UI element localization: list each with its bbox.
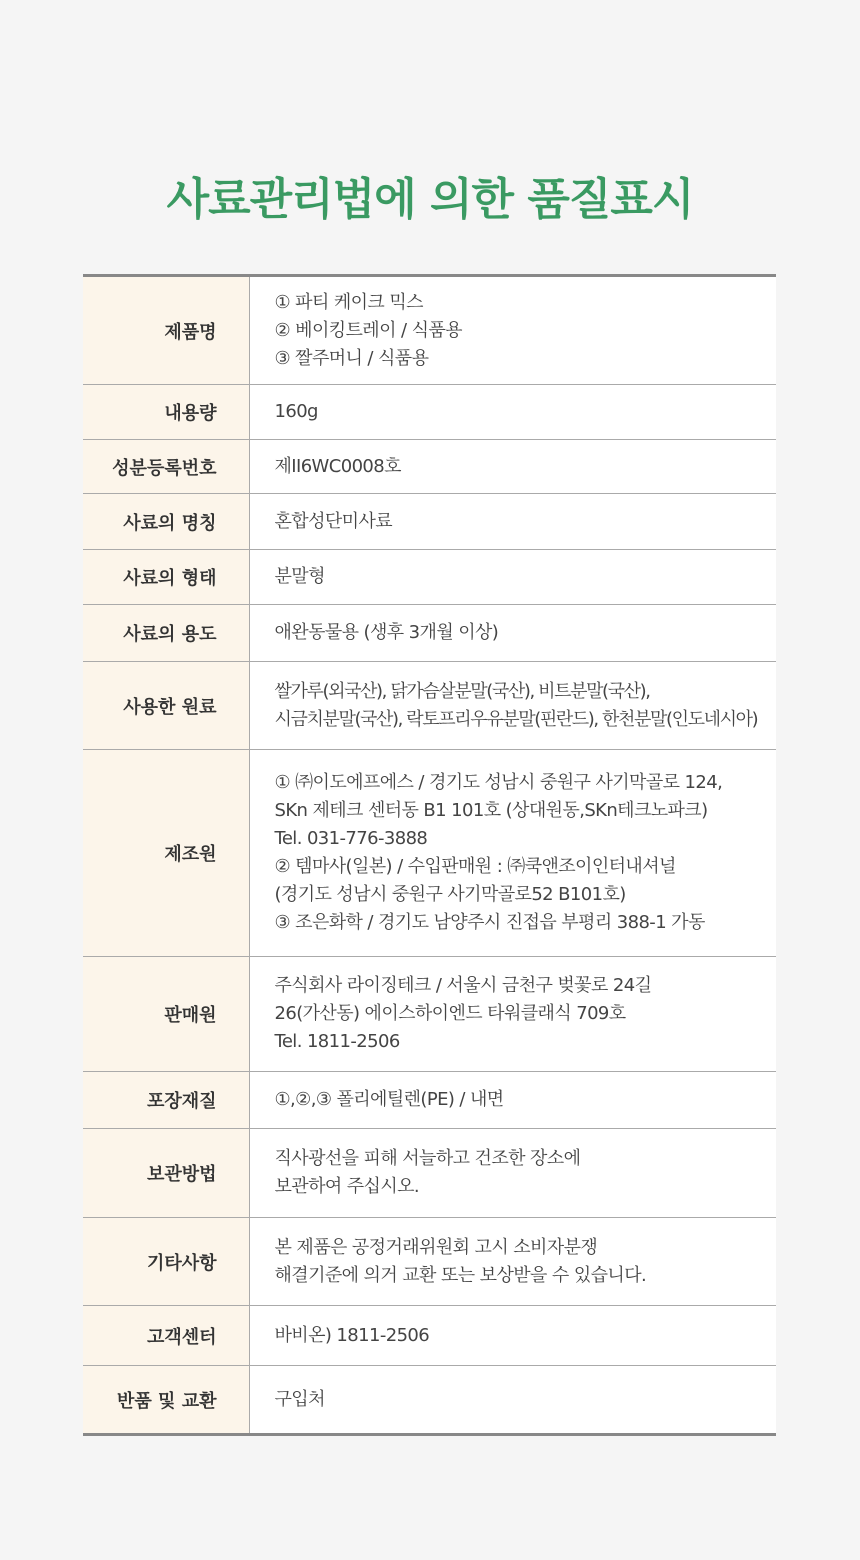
value-line: 바비온) 1811-2506 (274, 1324, 430, 1346)
value-line: 쌀가루(외국산), 닭가슴살분말(국산), 비트분말(국산), (274, 680, 650, 702)
value-line: 160g (274, 401, 318, 422)
value-line: ③ 조은화학 / 경기도 남양주시 진접읍 부평리 388-1 가동 (274, 912, 705, 933)
row-value (249, 1306, 776, 1366)
value-line: ① 파티 케이크 믹스 (274, 291, 423, 313)
value-line: 26(가산동) 에이스하이엔드 타워클래식 709호 (274, 1003, 626, 1024)
value-line: ① ㈜이도에프에스 / 경기도 성남시 중원구 사기막골로 124, (274, 772, 723, 793)
row-value (249, 550, 776, 605)
row-label: 사료의 용도 (83, 605, 249, 662)
row-label: 사료의 형태 (83, 550, 249, 605)
value-line: 제II6WC0008호 (274, 455, 401, 477)
row-value (249, 1072, 776, 1129)
row-label: 성분등록번호 (83, 440, 249, 494)
row-label: 보관방법 (83, 1129, 249, 1218)
row-value (249, 750, 776, 957)
value-line: 구입처 (274, 1388, 325, 1410)
row-value (249, 385, 776, 440)
row-feed-name (83, 494, 776, 550)
value-line: ①,②,③ 폴리에틸렌(PE) / 내면 (274, 1089, 504, 1110)
value-line: Tel. 1811-2506 (274, 1031, 400, 1052)
row-value (249, 957, 776, 1072)
row-feed-form (83, 550, 776, 605)
row-ingredients (83, 662, 776, 750)
row-value (249, 1129, 776, 1218)
value-line: SKn 제테크 센터동 B1 101호 (상대원동,SKn테크노파크) (274, 800, 708, 821)
row-label: 제품명 (83, 276, 249, 385)
value-line: 직사광선을 피해 서늘하고 건조한 장소에 (274, 1148, 581, 1169)
row-value (249, 440, 776, 494)
value-line: 주식회사 라이징테크 / 서울시 금천구 벚꽃로 24길 (274, 975, 652, 996)
page-title: 사료관리법에 의한 품질표시 (166, 174, 694, 225)
value-line: ② 베이킹트레이 / 식품용 (274, 319, 462, 341)
row-value (249, 1218, 776, 1306)
row-label: 제조원 (83, 750, 249, 957)
row-label: 사료의 명칭 (83, 494, 249, 550)
quality-label-table (83, 274, 776, 1436)
row-registration-number (83, 440, 776, 494)
row-value (249, 276, 776, 385)
row-label: 반품 및 교환 (83, 1366, 249, 1435)
row-value (249, 494, 776, 550)
row-other-notes (83, 1218, 776, 1306)
row-label: 판매원 (83, 957, 249, 1072)
row-label: 내용량 (83, 385, 249, 440)
row-storage-method (83, 1129, 776, 1218)
value-line: (경기도 성남시 중원구 사기막골로52 B101호) (274, 884, 626, 905)
row-manufacturer (83, 750, 776, 957)
row-value (249, 605, 776, 662)
value-line: 시금치분말(국산), 락토프리우유분말(핀란드), 한천분말(인도네시아) (274, 708, 758, 730)
value-line: ② 템마사(일본) / 수입판매원 : ㈜쿡앤조이인터내셔널 (274, 856, 676, 877)
row-net-weight (83, 385, 776, 440)
value-line: 본 제품은 공정거래위원회 고시 소비자분쟁 (274, 1236, 598, 1258)
row-feed-purpose (83, 605, 776, 662)
row-label: 사용한 원료 (83, 662, 249, 750)
row-label: 고객센터 (83, 1306, 249, 1366)
row-packaging-material (83, 1072, 776, 1129)
row-value (249, 662, 776, 750)
value-line: 보관하여 주십시오. (274, 1176, 420, 1197)
quality-label-table-body (83, 276, 776, 1435)
value-line: 애완동물용 (생후 3개월 이상) (274, 622, 499, 643)
value-line: 해결기준에 의거 교환 또는 보상받을 수 있습니다. (274, 1264, 647, 1286)
row-value (249, 1366, 776, 1435)
value-line: 분말형 (274, 566, 325, 587)
row-product-name (83, 276, 776, 385)
value-line: Tel. 031-776-3888 (274, 828, 428, 849)
row-label: 포장재질 (83, 1072, 249, 1129)
value-line: 혼합성단미사료 (274, 510, 393, 532)
row-label: 기타사항 (83, 1218, 249, 1306)
row-seller (83, 957, 776, 1072)
value-line: ③ 짤주머니 / 식품용 (274, 347, 429, 369)
row-return-exchange (83, 1366, 776, 1435)
row-customer-center (83, 1306, 776, 1366)
